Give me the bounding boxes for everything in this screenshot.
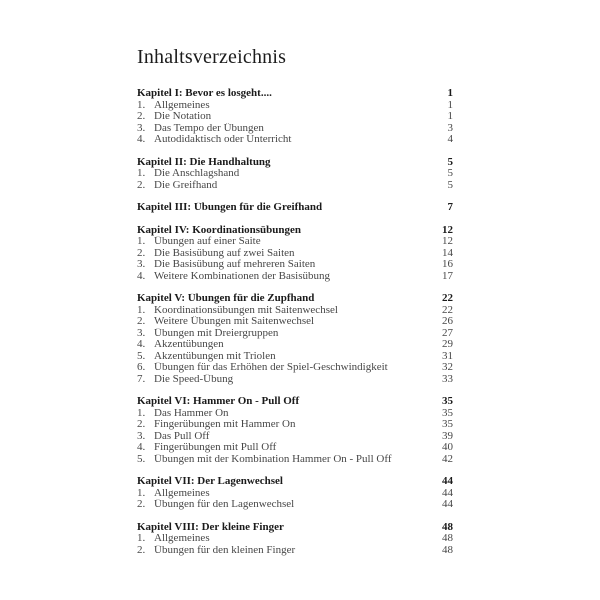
item-label: Die Basisübung auf zwei Saiten — [154, 247, 295, 259]
toc-item-row — [137, 488, 453, 500]
toc-heading-row — [137, 202, 453, 214]
toc-item-row — [137, 111, 453, 123]
toc-item-row — [137, 419, 453, 431]
page-title: Inhaltsverzeichnis — [137, 46, 287, 68]
item-page-number: 16 — [442, 258, 453, 270]
item-page-number: 48 — [442, 532, 453, 544]
item-page-number: 26 — [442, 315, 453, 327]
item-label: Akzentübungen mit Triolen — [154, 350, 276, 362]
item-number: 3. — [137, 326, 146, 339]
toc-item-row — [137, 362, 453, 374]
item-number: 1. — [137, 532, 146, 544]
toc-item-row — [137, 431, 453, 443]
chapter-title: Kapitel IV: Koordinationsübungen — [137, 224, 302, 236]
item-label: Übungen für das Erhöhen der Spiel-Geschwindigkeit — [154, 362, 388, 373]
item-label: Übungen mit Dreiergruppen — [154, 327, 279, 339]
toc-item-row — [137, 236, 453, 248]
item-number: 3. — [137, 429, 146, 442]
item-number: 3. — [137, 258, 146, 270]
toc-item-row — [137, 168, 453, 180]
item-label: Weitere Kombinationen der Basisübung — [154, 270, 330, 282]
toc-section-kapitel-6 — [137, 396, 453, 465]
toc-item-row — [137, 271, 453, 283]
chapter-page-number: 12 — [442, 223, 453, 236]
item-number: 1. — [137, 98, 146, 111]
item-label: Autodidaktisch oder Unterricht — [154, 134, 292, 145]
toc-item-row — [137, 374, 453, 386]
item-number: 4. — [137, 269, 146, 282]
item-page-number: 22 — [442, 303, 453, 316]
item-label: Fingerübungen mit Hammer On — [154, 419, 296, 430]
item-page-number: 3 — [447, 121, 453, 134]
item-number: 1. — [137, 235, 146, 247]
item-page-number: 29 — [442, 338, 453, 350]
toc-item-row — [137, 134, 453, 146]
item-label: Übungen für den kleinen Finger — [154, 544, 296, 556]
item-number: 5. — [137, 349, 146, 362]
toc-section-kapitel-1 — [137, 88, 453, 146]
item-label: Allgemeines — [154, 487, 210, 499]
item-number: 7. — [137, 372, 146, 385]
toc-section-kapitel-4 — [137, 225, 453, 283]
chapter-title: Kapitel III: Übungen für die Greifhand — [137, 202, 323, 213]
item-page-number: 40 — [442, 441, 453, 453]
toc-item-row — [137, 499, 453, 511]
chapter-title: Kapitel VI: Hammer On - Pull Off — [137, 396, 300, 407]
item-number: 1. — [137, 486, 146, 499]
item-label: Allgemeines — [154, 99, 210, 111]
item-page-number: 31 — [442, 349, 453, 362]
item-page-number: 44 — [442, 498, 453, 510]
item-number: 6. — [137, 361, 146, 373]
chapter-page-number: 44 — [442, 475, 453, 487]
item-label: Fingerübungen mit Pull Off — [154, 442, 277, 453]
item-number: 5. — [137, 452, 146, 465]
item-number: 4. — [137, 133, 146, 145]
item-number: 2. — [137, 315, 146, 327]
chapter-page-number: 48 — [442, 520, 453, 533]
item-label: Allgemeines — [154, 533, 210, 544]
item-label: Übungen auf einer Saite — [154, 236, 261, 247]
toc-heading-row — [137, 293, 453, 305]
chapter-title: Kapitel II: Die Handhaltung — [137, 156, 271, 168]
item-label: Die Basisübung auf mehreren Saiten — [154, 259, 316, 270]
item-page-number: 39 — [442, 429, 453, 442]
item-number: 2. — [137, 498, 146, 510]
toc-section-kapitel-2 — [137, 157, 453, 192]
toc-item-row — [137, 180, 453, 192]
chapter-title: Kapitel I: Bevor es losgeht.... — [137, 88, 272, 99]
chapter-page-number: 22 — [442, 292, 453, 304]
toc-item-row — [137, 316, 453, 328]
item-number: 2. — [137, 178, 146, 191]
item-label: Koordinationsübungen mit Saitenwechsel — [154, 304, 338, 316]
toc-heading-row — [137, 88, 453, 100]
item-label: Die Anschlagshand — [154, 168, 240, 179]
toc-heading-row — [137, 396, 453, 408]
item-page-number: 5 — [447, 178, 453, 191]
toc-item-row — [137, 408, 453, 420]
chapter-title: Kapitel V: Übungen für die Zupfhand — [137, 293, 315, 304]
item-label: Die Greifhand — [154, 179, 218, 191]
chapter-title: Kapitel VIII: Der kleine Finger — [137, 521, 284, 533]
item-label: Übungen mit der Kombination Hammer On - Pull Off — [154, 453, 392, 465]
item-number: 4. — [137, 338, 146, 350]
item-number: 1. — [137, 303, 146, 316]
item-number: 2. — [137, 418, 146, 430]
toc-item-row — [137, 442, 453, 454]
toc-section-kapitel-7 — [137, 476, 453, 511]
item-page-number: 1 — [447, 98, 453, 111]
chapter-page-number: 35 — [442, 395, 453, 407]
item-label: Weitere Übungen mit Saitenwechsel — [154, 316, 315, 327]
item-page-number: 42 — [442, 452, 453, 465]
item-number: 2. — [137, 543, 146, 556]
item-page-number: 32 — [442, 361, 453, 373]
item-number: 4. — [137, 441, 146, 453]
item-page-number: 5 — [447, 167, 453, 179]
item-number: 1. — [137, 167, 146, 179]
toc-item-row — [137, 533, 453, 545]
item-number: 2. — [137, 246, 146, 259]
toc-item-row — [137, 123, 453, 135]
item-label: Übungen für den Lagenwechsel — [154, 499, 295, 510]
toc-item-row — [137, 259, 453, 271]
item-label: Akzentübungen — [154, 339, 224, 350]
item-page-number: 44 — [442, 486, 453, 499]
toc-item-row — [137, 248, 453, 260]
item-page-number: 4 — [447, 133, 453, 145]
item-label: Die Speed-Übung — [154, 373, 234, 385]
item-page-number: 12 — [442, 235, 453, 247]
chapter-page-number: 5 — [447, 155, 453, 168]
toc-section-kapitel-5 — [137, 293, 453, 385]
toc-item-row — [137, 305, 453, 317]
item-page-number: 33 — [442, 372, 453, 385]
item-page-number: 35 — [442, 406, 453, 419]
item-number: 2. — [137, 110, 146, 122]
toc-heading-row — [137, 476, 453, 488]
item-label: Das Tempo der Übungen — [154, 122, 264, 134]
toc-section-kapitel-3 — [137, 202, 453, 214]
item-page-number: 35 — [442, 418, 453, 430]
toc-section-kapitel-8 — [137, 522, 453, 557]
item-number: 1. — [137, 406, 146, 419]
toc-item-row — [137, 351, 453, 363]
toc-item-row — [137, 545, 453, 557]
item-label: Das Pull Off — [154, 430, 210, 442]
chapter-title: Kapitel VII: Der Lagenwechsel — [137, 476, 283, 487]
toc-item-row — [137, 339, 453, 351]
item-number: 3. — [137, 121, 146, 134]
chapter-page-number: 1 — [447, 87, 453, 99]
toc-page — [137, 45, 453, 556]
toc-item-row — [137, 454, 453, 466]
item-page-number: 27 — [442, 326, 453, 339]
toc-heading-row — [137, 157, 453, 169]
item-label: Das Hammer On — [154, 407, 229, 419]
toc-item-row — [137, 328, 453, 340]
item-label: Die Notation — [154, 111, 212, 122]
item-page-number: 48 — [442, 543, 453, 556]
item-page-number: 14 — [442, 246, 453, 259]
item-page-number: 17 — [442, 269, 453, 282]
toc-item-row — [137, 100, 453, 112]
item-page-number: 1 — [447, 110, 453, 122]
toc-heading-row — [137, 522, 453, 534]
toc-heading-row — [137, 225, 453, 237]
chapter-page-number: 7 — [447, 201, 453, 213]
